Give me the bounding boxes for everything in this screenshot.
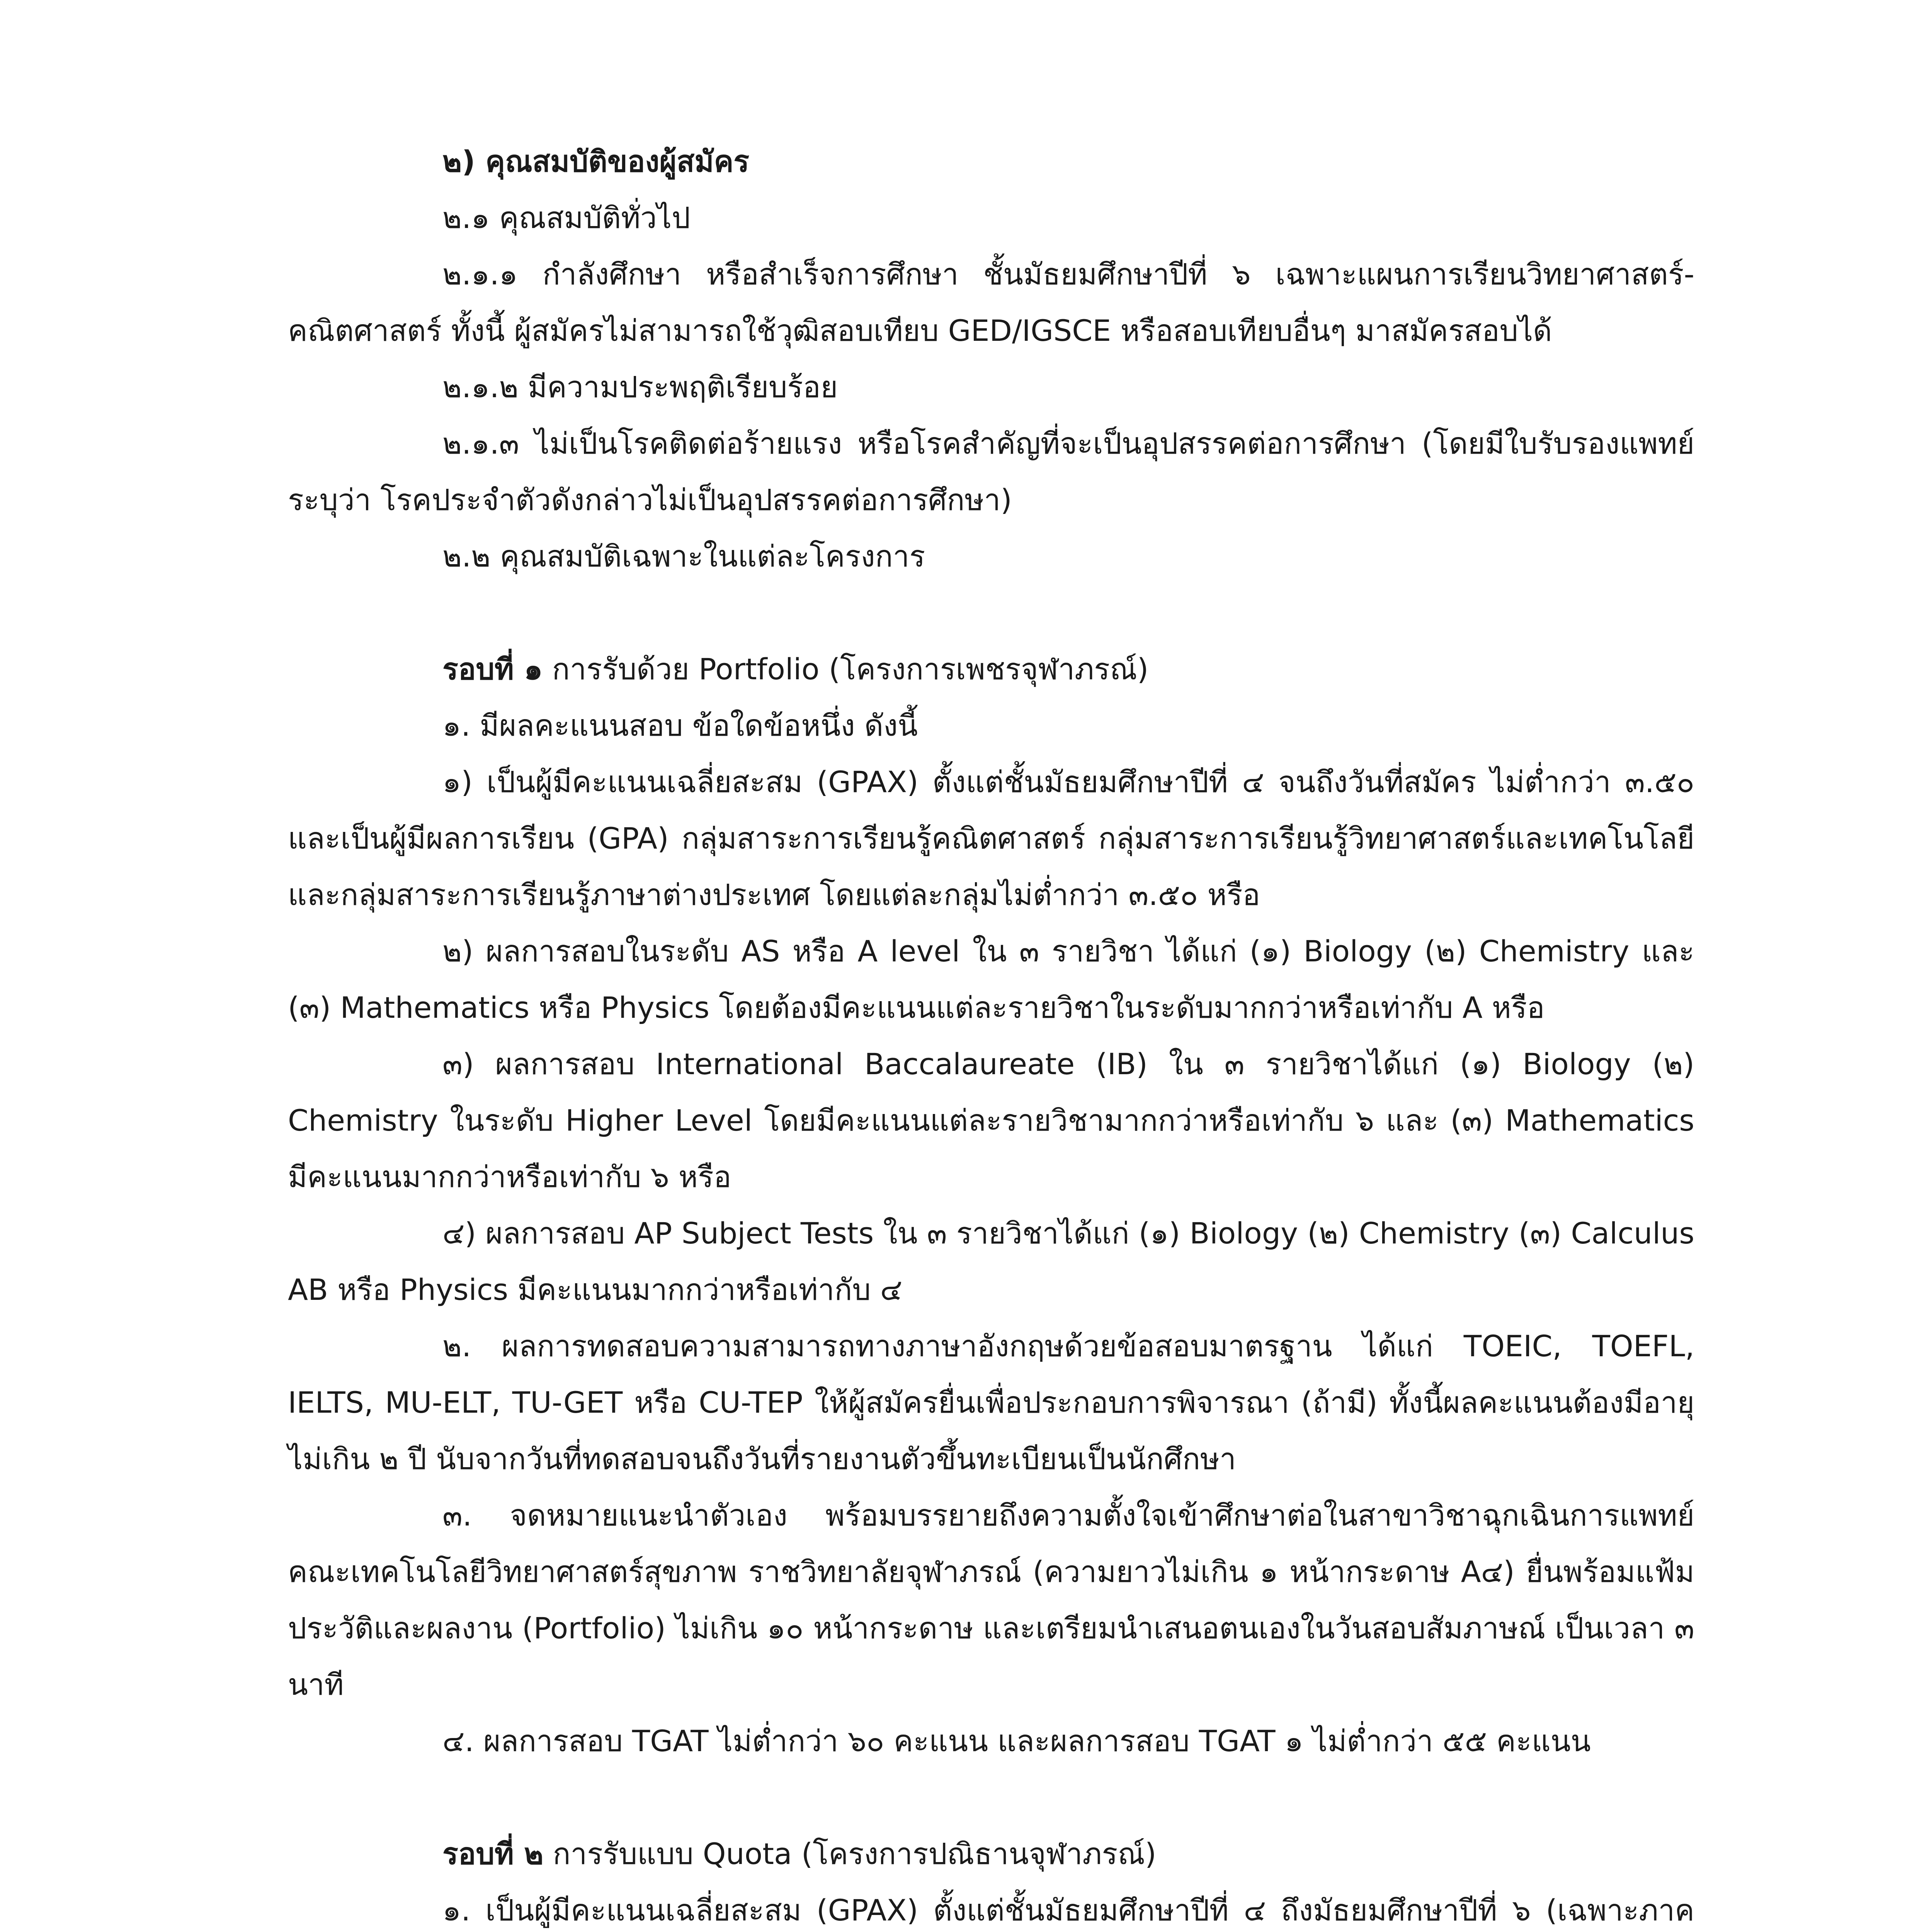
round-1-sub-1: ๑) เป็นผู้มีคะแนนเฉลี่ยสะสม (GPAX) ตั้งแต่ชั้นมัธยมศึกษาปีที่ ๔ จนถึงวันที่สมัคร ไม่ต่ำกว่า ๓.๕๐ และเป็นผู้มีผลการเรียน (GPA) กลุ่มสาระการเรียนรู้คณิตศาสตร์ กลุ่มสาระการเรียนรู้วิทยาศาสตร์และเทคโนโลยี และกลุ่มสาระการเรียนรู้ภาษาต่างประเทศ โดยแต่ละกลุ่มไม่ต่ำกว่า ๓.๕๐ หรือ — [288, 765, 1694, 912]
specific-qualifications-heading: ๒.๒ คุณสมบัติเฉพาะในแต่ละโครงการ — [442, 539, 925, 573]
qualification-2-1-3: ๒.๑.๓ ไม่เป็นโรคติดต่อร้ายแรง หรือโรคสำคัญที่จะเป็นอุปสรรคต่อการศึกษา (โดยมีใบรับรองแพทย์ระบุว่า โรคประจำตัวดังกล่าวไม่เป็นอุปสรรคต่อการศึกษา) — [288, 426, 1694, 517]
section-heading: ๒) คุณสมบัติของผู้สมัคร — [442, 144, 750, 179]
general-qualifications-heading: ๒.๑ คุณสมบัติทั่วไป — [442, 201, 691, 235]
qualification-2-1-1: ๒.๑.๑ กำลังศึกษา หรือสำเร็จการศึกษา ชั้นมัธยมศึกษาปีที่ ๖ เฉพาะแผนการเรียนวิทยาศาสตร์-คณิตศาสตร์ ทั้งนี้ ผู้สมัครไม่สามารถใช้วุฒิสอบเทียบ GED/IGSCE หรือสอบเทียบอื่นๆ มาสมัครสอบได้ — [288, 257, 1694, 348]
document-body — [288, 133, 1694, 1932]
round-1-item-2: ๒. ผลการทดสอบความสามารถทางภาษาอังกฤษด้วยข้อสอบมาตรฐาน ได้แก่ TOEIC, TOEFL, IELTS, MU-ELT, TU-GET หรือ CU-TEP ให้ผู้สมัครยื่นเพื่อประกอบการพิจารณา (ถ้ามี) ทั้งนี้ผลคะแนนต้องมีอายุไม่เกิน ๒ ปี นับจากวันที่ทดสอบจนถึงวันที่รายงานตัวขึ้นทะเบียนเป็นนักศึกษา — [288, 1329, 1694, 1476]
round-1-heading — [288, 641, 1694, 697]
round-1-title: การรับด้วย Portfolio (โครงการเพชรจุฬาภรณ์) — [543, 652, 1149, 686]
round-2-title: การรับแบบ Quota (โครงการปณิธานจุฬาภรณ์) — [543, 1837, 1157, 1871]
round-1-sub-3: ๓) ผลการสอบ International Baccalaureate (IB) ใน ๓ รายวิชาได้แก่ (๑) Biology (๒) Chemistry ในระดับ Higher Level โดยมีคะแนนแต่ละรายวิชามากกว่าหรือเท่ากับ ๖ และ (๓) Mathematics มีคะแนนมากกว่าหรือเท่ากับ ๖ หรือ — [288, 1047, 1694, 1194]
round-1-item-4: ๔. ผลการสอบ TGAT ไม่ต่ำกว่า ๖๐ คะแนน และผลการสอบ TGAT ๑ ไม่ต่ำกว่า ๕๕ คะแนน — [442, 1724, 1591, 1758]
round-1-sub-4: ๔) ผลการสอบ AP Subject Tests ใน ๓ รายวิชาได้แก่ (๑) Biology (๒) Chemistry (๓) Calculus AB หรือ Physics มีคะแนนมากกว่าหรือเท่ากับ ๔ — [288, 1216, 1694, 1307]
round-2-label: รอบที่ ๒ — [442, 1837, 544, 1871]
round-1-label: รอบที่ ๑ — [442, 652, 543, 686]
round-1-item-3: ๓. จดหมายแนะนำตัวเอง พร้อมบรรยายถึงความตั้งใจเข้าศึกษาต่อในสาขาวิชาฉุกเฉินการแพทย์ คณะเทคโนโลยีวิทยาศาสตร์สุขภาพ ราชวิทยาลัยจุฬาภรณ์ (ความยาวไม่เกิน ๑ หน้ากระดาษ A๔) ยื่นพร้อมแฟ้มประวัติและผลงาน (Portfolio) ไม่เกิน ๑๐ หน้ากระดาษ และเตรียมนำเสนอตนเองในวันสอบสัมภาษณ์ เป็นเวลา ๓ นาที — [288, 1498, 1694, 1702]
round-2-item-1: ๑. เป็นผู้มีคะแนนเฉลี่ยสะสม (GPAX) ตั้งแต่ชั้นมัธยมศึกษาปีที่ ๔ ถึงมัธยมศึกษาปีที่ ๖ (เฉพาะภาค — [442, 1893, 1694, 1927]
round-1-sub-2: ๒) ผลการสอบในระดับ AS หรือ A level ใน ๓ รายวิชา ได้แก่ (๑) Biology (๒) Chemistry และ (๓) Mathematics หรือ Physics โดยต้องมีคะแนนแต่ละรายวิชาในระดับมากกว่าหรือเท่ากับ A หรือ — [288, 934, 1694, 1025]
qualification-2-1-2: ๒.๑.๒ มีความประพฤติเรียบร้อย — [442, 370, 838, 404]
round-1-item-1: ๑. มีผลคะแนนสอบ ข้อใดข้อหนึ่ง ดังนี้ — [442, 708, 918, 743]
round-2-heading — [288, 1826, 1694, 1882]
